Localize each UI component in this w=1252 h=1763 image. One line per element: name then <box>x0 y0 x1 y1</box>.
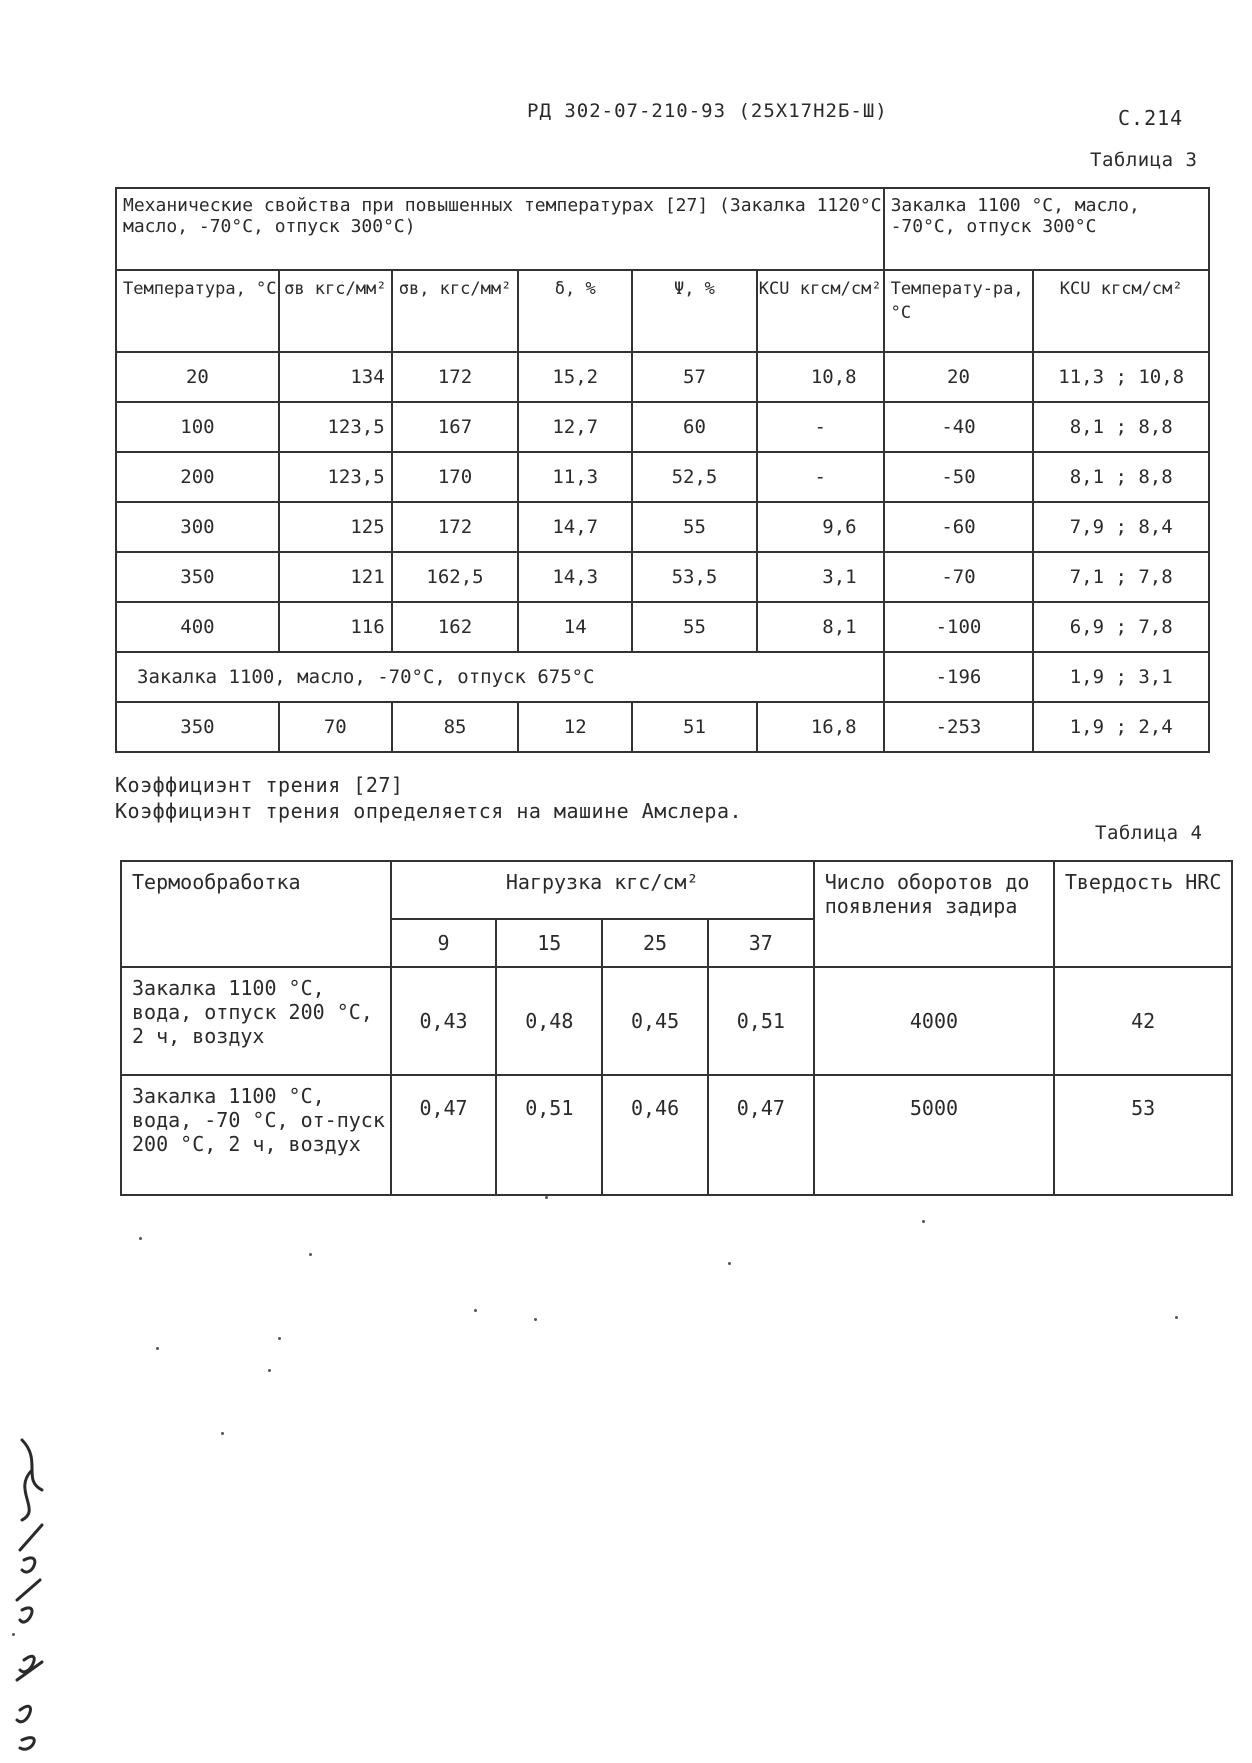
load-header: 9 <box>391 919 497 967</box>
table-row <box>121 1075 1232 1195</box>
table-cell: 53 <box>1054 1075 1232 1195</box>
column-header: KCU кгсм/см² <box>757 270 884 352</box>
table-cell: 70 <box>279 702 392 752</box>
table-cell: 100 <box>116 402 279 452</box>
table3-left-header: Механические свойства при повышенных температурах [27] (Закалка 1120°С масло, -70°С, отпуск 300°С) <box>116 188 884 270</box>
table-cell: 300 <box>116 502 279 552</box>
treatment-cell: Закалка 1100 °С, вода, -70 °С, от-пуск 200 °С, 2 ч, воздух <box>121 1075 391 1195</box>
table-row <box>116 552 1209 602</box>
col-treatment-header: Термообработка <box>121 861 391 967</box>
table-cell: 1,9 ; 3,1 <box>1033 652 1209 702</box>
table-cell: 350 <box>116 552 279 602</box>
table-cell: 42 <box>1054 967 1232 1075</box>
friction-title: Коэффициэнт трения [27] <box>115 773 404 797</box>
table-cell: 9,6 <box>757 502 884 552</box>
column-header: σв, кгс/мм² <box>392 270 519 352</box>
table-cell: 123,5 <box>279 402 392 452</box>
table-cell: 162,5 <box>392 552 519 602</box>
table-cell: -40 <box>884 402 1034 452</box>
table-cell: -100 <box>884 602 1034 652</box>
table-cell: 172 <box>392 352 519 402</box>
table-cell: 60 <box>632 402 757 452</box>
table-cell: 123,5 <box>279 452 392 502</box>
table-cell: 52,5 <box>632 452 757 502</box>
friction-note <box>115 772 742 824</box>
table3-right-header: Закалка 1100 °С, масло, -70°С, отпуск 300°С <box>884 188 1209 270</box>
column-header: Температу-ра, °С <box>884 270 1034 352</box>
table-cell: 5000 <box>814 1075 1055 1195</box>
table-cell: 20 <box>116 352 279 402</box>
table-cell: -196 <box>884 652 1034 702</box>
table-row <box>116 452 1209 502</box>
table4-caption: Таблица 4 <box>1095 822 1203 844</box>
table-cell: 6,9 ; 7,8 <box>1033 602 1209 652</box>
friction-table <box>120 860 1233 1196</box>
table-cell: 0,45 <box>602 967 708 1075</box>
treatment-cell: Закалка 1100 °С, вода, отпуск 200 °С, 2 ч, воздух <box>121 967 391 1075</box>
table-cell: 167 <box>392 402 519 452</box>
table-cell: 121 <box>279 552 392 602</box>
table-cell: 172 <box>392 502 519 552</box>
table-row <box>116 352 1209 402</box>
page-number: С.214 <box>1118 106 1184 130</box>
table3-caption: Таблица 3 <box>1090 149 1198 171</box>
col-load-header: Нагрузка кгс/см² <box>391 861 814 919</box>
table-cell: 8,1 ; 8,8 <box>1033 402 1209 452</box>
table-row <box>116 402 1209 452</box>
table-cell: 125 <box>279 502 392 552</box>
table-cell: 57 <box>632 352 757 402</box>
table-cell: 134 <box>279 352 392 402</box>
table-cell: -60 <box>884 502 1034 552</box>
table-cell: 0,51 <box>496 1075 602 1195</box>
load-header: 15 <box>496 919 602 967</box>
table-cell: 0,43 <box>391 967 497 1075</box>
table3-span-row-text: Закалка 1100, масло, -70°С, отпуск 675°С <box>116 652 884 702</box>
table-cell: 3,1 <box>757 552 884 602</box>
table-cell: 0,47 <box>708 1075 814 1195</box>
table-cell: 1,9 ; 2,4 <box>1033 702 1209 752</box>
col-revolutions-header: Число оборотов до появления задира <box>814 861 1055 967</box>
table-row <box>121 967 1232 1075</box>
table-cell: 11,3 ; 10,8 <box>1033 352 1209 402</box>
load-header: 37 <box>708 919 814 967</box>
table-cell: -70 <box>884 552 1034 602</box>
table-cell: 8,1 <box>757 602 884 652</box>
table-cell: 14,7 <box>518 502 632 552</box>
table-row <box>116 602 1209 652</box>
column-header: KCU кгсм/см² <box>1033 270 1209 352</box>
col-hardness-header: Твердость HRC <box>1054 861 1232 967</box>
table-cell: 85 <box>392 702 519 752</box>
table-cell: 0,46 <box>602 1075 708 1195</box>
friction-description: Коэффициэнт трения определяется на машине Амслера. <box>115 799 743 823</box>
table-cell: 162 <box>392 602 519 652</box>
load-header: 25 <box>602 919 708 967</box>
table-cell: 14,3 <box>518 552 632 602</box>
table-cell: 8,1 ; 8,8 <box>1033 452 1209 502</box>
table-cell: 16,8 <box>757 702 884 752</box>
column-header: δ, % <box>518 270 632 352</box>
table-cell: 10,8 <box>757 352 884 402</box>
table-cell: 0,47 <box>391 1075 497 1195</box>
table-cell: 7,9 ; 8,4 <box>1033 502 1209 552</box>
table-cell: 170 <box>392 452 519 502</box>
table-cell: 51 <box>632 702 757 752</box>
table-cell: 0,48 <box>496 967 602 1075</box>
handwritten-stamp <box>2 1430 62 1760</box>
table-cell: 350 <box>116 702 279 752</box>
table-cell: 55 <box>632 502 757 552</box>
table-cell: 7,1 ; 7,8 <box>1033 552 1209 602</box>
table-cell: 0,51 <box>708 967 814 1075</box>
table-cell: -253 <box>884 702 1034 752</box>
table-cell: - <box>757 452 884 502</box>
table-cell: 53,5 <box>632 552 757 602</box>
column-header: Ψ, % <box>632 270 757 352</box>
table-cell: 11,3 <box>518 452 632 502</box>
table-cell: 116 <box>279 602 392 652</box>
table-cell: 4000 <box>814 967 1055 1075</box>
table-cell: 12 <box>518 702 632 752</box>
table-cell: 200 <box>116 452 279 502</box>
table-cell: 20 <box>884 352 1034 402</box>
table-cell: 15,2 <box>518 352 632 402</box>
mechanical-properties-table <box>115 187 1210 753</box>
table-cell: -50 <box>884 452 1034 502</box>
column-header: Температура, °С <box>116 270 279 352</box>
table-cell: - <box>757 402 884 452</box>
document-code: РД 302-07-210-93 (25Х17Н2Б-Ш) <box>527 100 888 122</box>
table-cell: 14 <box>518 602 632 652</box>
table-row <box>116 702 1209 752</box>
table-cell: 55 <box>632 602 757 652</box>
table-cell: 400 <box>116 602 279 652</box>
table-cell: 12,7 <box>518 402 632 452</box>
column-header: σв кгс/мм² <box>279 270 392 352</box>
table-row <box>116 502 1209 552</box>
